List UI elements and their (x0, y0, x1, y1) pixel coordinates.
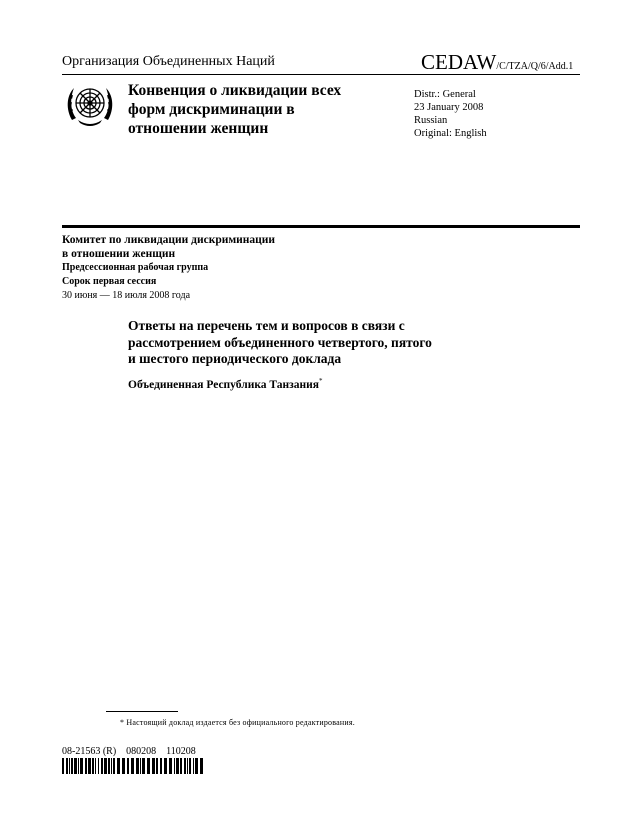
country-name (128, 377, 323, 391)
convention-title-line: Конвенция о ликвидации всех (128, 82, 342, 99)
document-title-line: и шестого периодического доклада (128, 351, 342, 366)
session-dates: 30 июня — 18 июля 2008 года (62, 290, 191, 301)
job-number: 08-21563 (R) 080208 110208 (62, 746, 196, 757)
convention-title-line: отношении женщин (128, 120, 269, 137)
session: Сорок первая сессия (62, 276, 157, 287)
distribution-block (414, 88, 487, 140)
distribution-line: Distr.: General (414, 89, 476, 100)
footnote-marker: * (319, 377, 323, 385)
symbol-rest: /C/TZA/Q/6/Add.1 (496, 61, 574, 72)
un-emblem-icon (64, 82, 116, 128)
committee-name: в отношении женщин (62, 248, 176, 260)
convention-title (128, 81, 398, 138)
header-divider (62, 74, 580, 75)
document-title (128, 318, 488, 368)
country-text: Объединенная Республика Танзания (128, 378, 320, 391)
convention-title-line: форм дискриминации в (128, 101, 295, 118)
distribution-line: 23 January 2008 (414, 102, 484, 113)
document-symbol (421, 50, 573, 75)
committee-name: Комитет по ликвидации дискриминации (62, 234, 276, 246)
working-group: Предсессионная рабочая группа (62, 262, 209, 273)
organization-name: Организация Объединенных Наций (62, 54, 275, 69)
footnote: * Настоящий доклад издается без официального редактирования. (120, 718, 355, 727)
distribution-line: Russian (414, 115, 448, 126)
document-title-line: рассмотрением объединенного четвертого, пятого (128, 334, 432, 350)
distribution-line: Original: English (414, 128, 487, 139)
barcode-icon (62, 758, 204, 774)
section-divider (62, 225, 580, 228)
document-title-line: Ответы на перечень тем и вопросов в связи с (128, 318, 405, 333)
footnote-divider (106, 711, 178, 712)
committee-block (62, 233, 275, 303)
symbol-main: CEDAW (421, 50, 497, 74)
